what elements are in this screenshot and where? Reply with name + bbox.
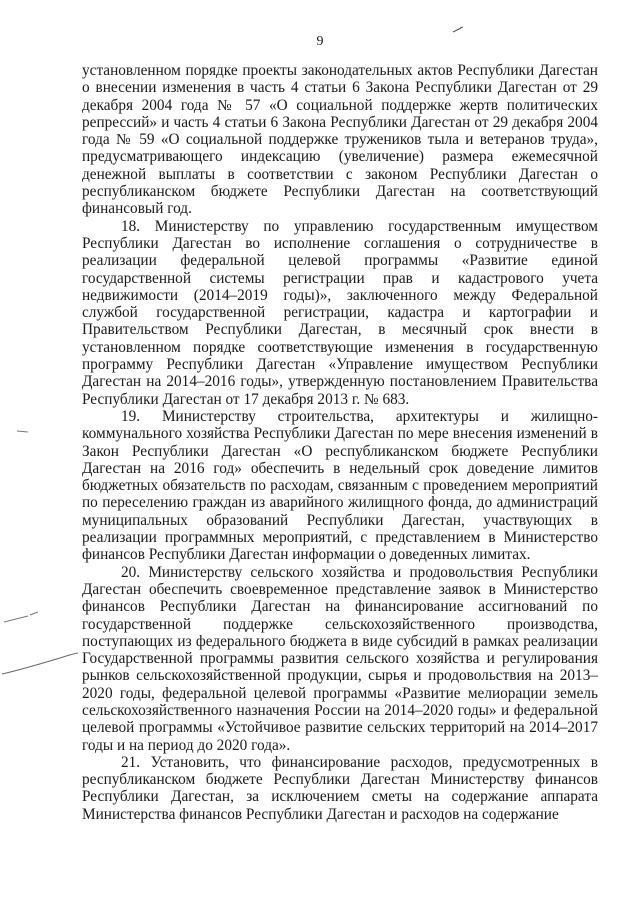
body-text bbox=[82, 62, 598, 823]
paragraph-item-19: 19. Министерству строительства, архитектуры и жилищно-коммунального хозяйства Республики Дагестан по мере внесения изменений в Закон Республики Дагестан «О республиканском бюджете Республики Дагестан на 2016 год» обеспечить в недельный срок доведение лимитов бюджетных обязательств по расходам, связанным с проведением мероприятий по переселению граждан из аварийного жилищного фонда, до администраций муниципальных образований Республики Дагестан, участвующих в реализации программных мероприятий, с представлением в Министерство финансов Республики Дагестан информации о доведенных лимитах. bbox=[82, 407, 598, 564]
paragraph-item-20: 20. Министерству сельского хозяйства и продовольствия Республики Дагестан обеспечить своевременное представление заявок в Министерство финансов Республики Дагестан на финансирование ассигнований по государственной поддержке сельскохозяйственного производства, поступающих из федерального бюджета в виде субсидий в рамках реализации Государственной программы развития сельского хозяйства и регулирования рынков сельскохозяйственной продукции, сырья и продовольствия на 2013–2020 годы, федеральной целевой программы «Развитие мелиорации земель сельскохозяйственного назначения России на 2014–2020 годы» и федеральной целевой программы «Устойчивое развитие сельских территорий на 2014–2017 годы и на период до 2020 года». bbox=[82, 563, 598, 754]
page-number: 9 bbox=[316, 34, 324, 49]
paragraph-item-18: 18. Министерству по управлению государственным имуществом Республики Дагестан во исполнение соглашения о сотрудничестве в реализации федеральной целевой программы «Развитие единой государственной системы регистрации прав и кадастрового учета недвижимости (2014–2019 годы)», заключенного между Федеральной службой государственной регистрации, кадастра и картографии и Правительством Республики Дагестан, в месячный срок внести в установленном порядке соответствующие изменения в государственную программу Республики Дагестан «Управление имуществом Республики Дагестан на 2014–2016 годы», утвержденную постановлением Правительства Республики Дагестан от 17 декабря 2013 г. № 683. bbox=[82, 217, 598, 408]
scan-mark-left-1 bbox=[16, 428, 30, 436]
paragraph-continuation: установленном порядке проекты законодательных актов Республики Дагестан о внесении изменения в часть 4 статьи 6 Закона Республики Дагестан от 29 декабря 2004 года № 57 «О социальной поддержке жертв политических репрессий» и часть 4 статьи 6 Закона Республики Дагестан от 29 декабря 2004 года № 59 «О социальной поддержке тружеников тыла и ветеранов труда», предусматривающего индексацию (увеличение) размера ежемесячной денежной выплаты в соответствии с законом Республики Дагестан о республиканском бюджете Республики Дагестан на соответствующий финансовый год. bbox=[82, 62, 598, 218]
scan-mark-top-right bbox=[452, 26, 464, 34]
paragraph-item-21: 21. Установить, что финансирование расходов, предусмотренных в республиканском бюджете Республики Дагестан Министерству финансов Республики Дагестан, за исключением сметы на содержание аппарата Министерства финансов Республики Дагестан и расходов на содержание bbox=[82, 753, 598, 823]
scan-mark-left-3 bbox=[0, 648, 80, 678]
scan-mark-left-2 bbox=[2, 606, 42, 628]
